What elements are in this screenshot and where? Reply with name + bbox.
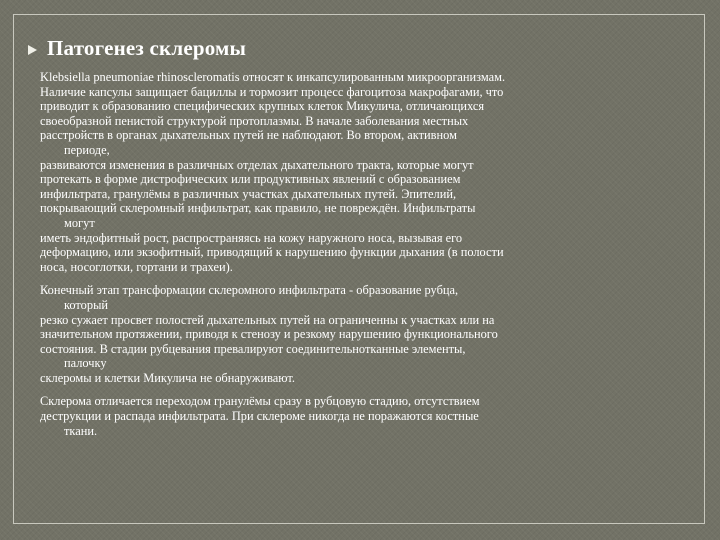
triangle-bullet-icon (28, 45, 37, 55)
text-line: развиваются изменения в различных отделах дыхательного тракта, которые могут (40, 157, 474, 172)
text-line: который (64, 297, 109, 312)
text-line: своеобразной пенистой структурой протоплазмы. В начале заболевания местных (40, 113, 469, 128)
text-line: приводит к образованию специфических крупных клеток Микулича, отличающихся (40, 99, 485, 114)
text-line: Конечный этап трансформации склеромного инфильтрата - образование рубца, (40, 283, 459, 298)
paragraph-2 (40, 283, 700, 385)
text-line: Наличие капсулы защищает бациллы и тормозит процесс фагоцитоза макрофагами, что (40, 84, 504, 99)
slide-title: Патогенез склеромы (47, 36, 247, 60)
text-line: протекать в форме дистрофических или продуктивных явлений с образованием (40, 172, 461, 187)
text-line: носа, носоглотки, гортани и трахеи). (40, 259, 233, 274)
text-line: значительном протяжении, приводя к стенозу и резкому нарушению функционального (40, 327, 498, 342)
text-line: состояния. В стадии рубцевания превалируют соединительнотканные элементы, (40, 341, 466, 356)
paragraph-1 (40, 70, 700, 274)
text-line: Klebsiella pneumoniae rhinoscleromatis относят к инкапсулированным микроорганизмам. (40, 70, 506, 84)
text-line: Склерома отличается переходом гранулёмы сразу в рубцовую стадию, отсутствием (40, 394, 480, 409)
text-line: палочку (64, 356, 107, 371)
text-line: иметь эндофитный рост, распространяясь на кожу наружного носа, вызывая его (40, 230, 463, 245)
title-row (28, 36, 246, 61)
text-line: периоде, (64, 142, 110, 157)
text-line: деформацию, или экзофитный, приводящий к нарушению функции дыхания (в полости (40, 245, 504, 260)
paragraph-3 (40, 394, 700, 438)
text-line: ткани. (64, 423, 98, 438)
paragraph-gap (40, 274, 700, 283)
text-line: инфильтрата, гранулёмы в различных участках дыхательных путей. Эпителий, (40, 186, 457, 201)
text-line: деструкции и распада инфильтрата. При склероме никогда не поражаются костные (40, 409, 479, 424)
text-line: резко сужает просвет полостей дыхательных путей на ограниченны к участках или на (40, 312, 495, 327)
text-line: покрывающий склеромный инфильтрат, как правило, не повреждён. Инфильтраты (40, 201, 476, 216)
paragraph-gap (40, 385, 700, 394)
text-line: могут (64, 215, 95, 230)
slide-body-text (40, 70, 700, 438)
text-line: расстройств в органах дыхательных путей не наблюдают. Во втором, активном (40, 128, 457, 143)
text-line: склеромы и клетки Микулича не обнаруживают. (40, 370, 295, 385)
